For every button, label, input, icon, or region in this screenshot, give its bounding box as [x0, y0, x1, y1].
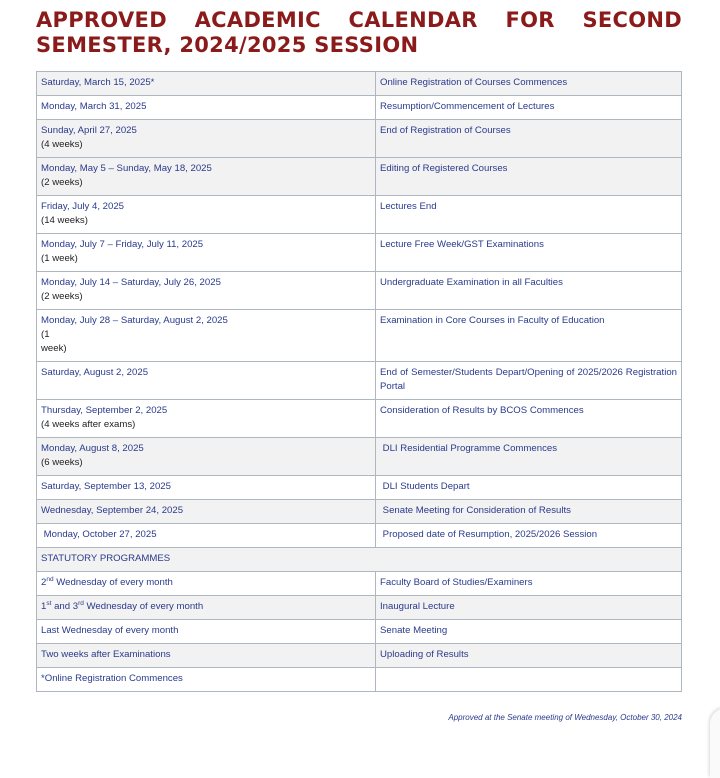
date-cell: [37, 362, 376, 400]
event-text: Lecture Free Week/GST Examinations: [380, 239, 544, 250]
date-cell: [37, 476, 376, 500]
page-title: APPROVED ACADEMIC CALENDAR FOR SECOND SEMESTER, 2024/2025 SESSION: [36, 8, 682, 57]
date-cell: [37, 158, 376, 196]
table-row: [37, 158, 682, 196]
table-row: [37, 310, 682, 362]
event-cell: [376, 120, 682, 158]
duration-text: (2 weeks): [41, 291, 83, 302]
date-cell: [37, 438, 376, 476]
ordinal-number: and 3: [51, 601, 79, 612]
date-cell: [37, 96, 376, 120]
table-row: [37, 668, 682, 692]
table-row: [37, 272, 682, 310]
duration-text: (6 weeks): [41, 457, 83, 468]
date-cell: [37, 524, 376, 548]
event-text: Faculty Board of Studies/Examiners: [380, 577, 533, 588]
table-row: [37, 476, 682, 500]
table-row: [37, 572, 682, 596]
date-cell: [37, 644, 376, 668]
approval-note: Approved at the Senate meeting of Wednesday, October 30, 2024: [448, 713, 682, 722]
date-cell: [37, 234, 376, 272]
date-text: Thursday, September 2, 2025: [41, 405, 168, 416]
event-cell: [376, 196, 682, 234]
date-text: Monday, March 31, 2025: [41, 101, 147, 112]
event-text: Proposed date of Resumption, 2025/2026 Session: [380, 529, 598, 540]
event-text: DLI Residential Programme Commences: [380, 443, 558, 454]
event-cell: [376, 272, 682, 310]
event-cell: [376, 476, 682, 500]
table-row: [37, 524, 682, 548]
date-cell: [37, 72, 376, 96]
event-text: Senate Meeting: [380, 625, 448, 636]
duration-text: (2 weeks): [41, 177, 83, 188]
date-cell: [37, 620, 376, 644]
event-text: Resumption/Commencement of Lectures: [380, 101, 555, 112]
date-cell: [37, 272, 376, 310]
duration-text: (1: [41, 329, 50, 340]
date-text: Monday, July 7 – Friday, July 11, 2025: [41, 239, 204, 250]
event-text: DLI Students Depart: [380, 481, 470, 492]
date-text: Monday, July 28 – Saturday, August 2, 2025: [41, 315, 228, 326]
table-row: [37, 96, 682, 120]
event-cell: [376, 362, 682, 400]
ordinal-number: 1: [41, 601, 47, 612]
date-text: Monday, October 27, 2025: [41, 529, 157, 540]
date-text: Sunday, April 27, 2025: [41, 125, 137, 136]
table-row: [37, 196, 682, 234]
date-text: Saturday, September 13, 2025: [41, 481, 171, 492]
section-header-row: [37, 548, 682, 572]
ordinal-suffix: st: [46, 599, 52, 607]
date-text: Saturday, March 15, 2025*: [41, 77, 155, 88]
date-cell: [37, 310, 376, 362]
date-text: Two weeks after Examinations: [41, 649, 171, 660]
event-text: Senate Meeting for Consideration of Results: [380, 505, 571, 516]
event-text: Consideration of Results by BCOS Commences: [380, 405, 584, 416]
duration-text: (1 week): [41, 253, 78, 264]
date-text: Last Wednesday of every month: [41, 625, 179, 636]
event-cell: [376, 500, 682, 524]
date-text: Monday, May 5 – Sunday, May 18, 2025: [41, 163, 212, 174]
ordinal-suffix: nd: [46, 575, 54, 583]
event-text: Online Registration of Courses Commences: [380, 77, 568, 88]
duration-text: week): [41, 343, 67, 354]
date-text: Wednesday of every month: [83, 601, 204, 612]
table-row: [37, 500, 682, 524]
event-cell: [376, 72, 682, 96]
event-text: End of Registration of Courses: [380, 125, 511, 136]
date-cell: [37, 572, 376, 596]
footnote-text: *Online Registration Commences: [41, 673, 183, 684]
event-text: Uploading of Results: [380, 649, 469, 660]
event-cell: [376, 310, 682, 362]
table-row: [37, 72, 682, 96]
statutory-heading-text: STATUTORY PROGRAMMES: [41, 553, 171, 564]
date-cell: [37, 596, 376, 620]
event-text: Inaugural Lecture: [380, 601, 455, 612]
date-cell: [37, 196, 376, 234]
event-cell: [376, 158, 682, 196]
date-cell: [37, 400, 376, 438]
date-cell: [37, 668, 376, 692]
date-cell: [37, 120, 376, 158]
date-text: Wednesday of every month: [53, 577, 173, 588]
duration-text: (4 weeks after exams): [41, 419, 136, 430]
event-cell: [376, 234, 682, 272]
event-cell: [376, 400, 682, 438]
ordinal-suffix: rd: [78, 599, 84, 607]
table-row: [37, 644, 682, 668]
table-row: [37, 620, 682, 644]
date-text: Friday, July 4, 2025: [41, 201, 125, 212]
table-row: [37, 438, 682, 476]
date-text: Monday, July 14 – Saturday, July 26, 2025: [41, 277, 221, 288]
table-row: [37, 120, 682, 158]
event-cell: [376, 524, 682, 548]
event-text: End of Semester/Students Depart/Opening of 2025/2026 Registration Portal: [380, 367, 677, 392]
table-row: [37, 234, 682, 272]
event-cell: [376, 596, 682, 620]
event-text: Examination in Core Courses in Faculty of Education: [380, 315, 605, 326]
event-cell: [376, 438, 682, 476]
event-text: Editing of Registered Courses: [380, 163, 508, 174]
event-cell: [376, 572, 682, 596]
statutory-heading: [37, 548, 682, 572]
event-cell: [376, 668, 682, 692]
date-text: Wednesday, September 24, 2025: [41, 505, 184, 516]
calendar-table: [36, 71, 682, 692]
date-cell: [37, 500, 376, 524]
duration-text: (4 weeks): [41, 139, 83, 150]
event-cell: [376, 644, 682, 668]
table-row: [37, 596, 682, 620]
ordinal-number: 2: [41, 577, 47, 588]
event-text: Lectures End: [380, 201, 437, 212]
date-text: Monday, August 8, 2025: [41, 443, 144, 454]
event-cell: [376, 96, 682, 120]
event-cell: [376, 620, 682, 644]
event-text: Undergraduate Examination in all Faculties: [380, 277, 563, 288]
table-row: [37, 362, 682, 400]
duration-text: (14 weeks): [41, 215, 88, 226]
date-text: Saturday, August 2, 2025: [41, 367, 149, 378]
table-row: [37, 400, 682, 438]
